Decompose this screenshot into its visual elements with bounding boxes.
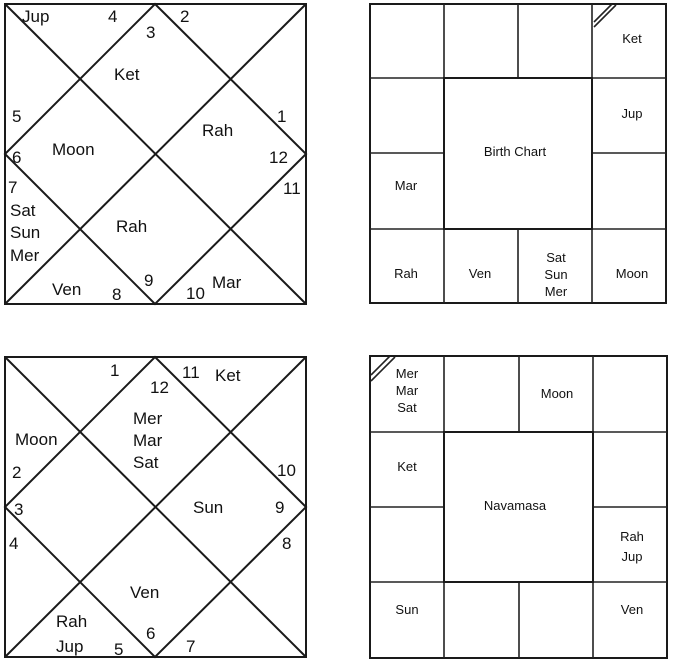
- house-number-6: 6: [146, 624, 156, 643]
- house-number-12: 12: [269, 148, 288, 167]
- south-navamsa-chart: [370, 356, 667, 658]
- planet-jup: Jup: [22, 7, 50, 26]
- house-number-8: 8: [282, 534, 292, 553]
- planet-mar: Mar: [394, 178, 418, 193]
- house-number-2: 2: [12, 463, 22, 482]
- planet-mar: Mar: [133, 431, 163, 450]
- north-navamsa-chart: [5, 357, 306, 659]
- planet-ven: Ven: [130, 583, 160, 602]
- house-number-8: 8: [112, 285, 122, 304]
- planet-sat: Sat: [10, 201, 36, 220]
- house-number-2: 2: [180, 7, 190, 26]
- north-birth-chart: [5, 4, 306, 304]
- house-number-6: 6: [12, 148, 22, 167]
- planet-ket: Ket: [215, 366, 241, 385]
- house-number-10: 10: [277, 461, 296, 480]
- planet-ket: Ket: [397, 459, 417, 474]
- house-number-1: 1: [110, 361, 120, 380]
- planet-sat: Sat: [397, 400, 417, 415]
- planet-rah: Rah: [394, 266, 418, 281]
- planet-sun: Sun: [544, 267, 568, 282]
- ascendant-marker: [594, 4, 612, 22]
- planet-mar: Mar: [212, 273, 242, 292]
- house-number-7: 7: [186, 637, 196, 656]
- planet-sat: Sat: [546, 250, 566, 265]
- house-number-4: 4: [108, 7, 118, 26]
- house-number-5: 5: [12, 107, 22, 126]
- planet-sun: Sun: [395, 602, 419, 617]
- planet-mer: Mer: [544, 284, 568, 299]
- planet-jup: Jup: [621, 549, 643, 564]
- chart-title: Navamasa: [483, 498, 547, 513]
- planet-ven: Ven: [620, 602, 644, 617]
- house-number-7: 7: [8, 178, 18, 197]
- planet-ket: Ket: [622, 31, 642, 46]
- house-number-1: 1: [277, 107, 287, 126]
- planet-moon: Moon: [15, 430, 58, 449]
- planet-jup: Jup: [621, 106, 643, 121]
- planet-mer: Mer: [10, 246, 40, 265]
- house-number-10: 10: [186, 284, 205, 303]
- planet-moon: Moon: [615, 266, 649, 281]
- house-number-9: 9: [144, 271, 154, 290]
- planet-rah: Rah: [56, 612, 88, 631]
- chart-title: Birth Chart: [483, 144, 547, 159]
- house-number-5: 5: [114, 640, 124, 659]
- planet-sat: Sat: [133, 453, 159, 472]
- planet-rah: Rah: [620, 529, 644, 544]
- planet-sun: Sun: [10, 223, 41, 242]
- house-number-3: 3: [146, 23, 156, 42]
- house-number-11: 11: [182, 363, 200, 382]
- planet-moon: Moon: [52, 140, 95, 159]
- south-birth-chart: [370, 4, 666, 303]
- house-number-11: 11: [283, 179, 301, 198]
- house-number-4: 4: [9, 534, 19, 553]
- house-number-3: 3: [14, 500, 24, 519]
- house-number-12: 12: [150, 378, 169, 397]
- planet-ven: Ven: [468, 266, 492, 281]
- planet-ven: Ven: [52, 280, 82, 299]
- planet-mar: Mar: [395, 383, 419, 398]
- planet-mer: Mer: [395, 366, 419, 381]
- planet-rah-center: Rah: [116, 217, 148, 236]
- planet-sun: Sun: [193, 498, 224, 517]
- planet-ket: Ket: [114, 65, 140, 84]
- planet-moon: Moon: [540, 386, 574, 401]
- planet-jup: Jup: [56, 637, 84, 656]
- house-number-9: 9: [275, 498, 285, 517]
- planet-rah-top: Rah: [202, 121, 234, 140]
- planet-mer: Mer: [133, 409, 163, 428]
